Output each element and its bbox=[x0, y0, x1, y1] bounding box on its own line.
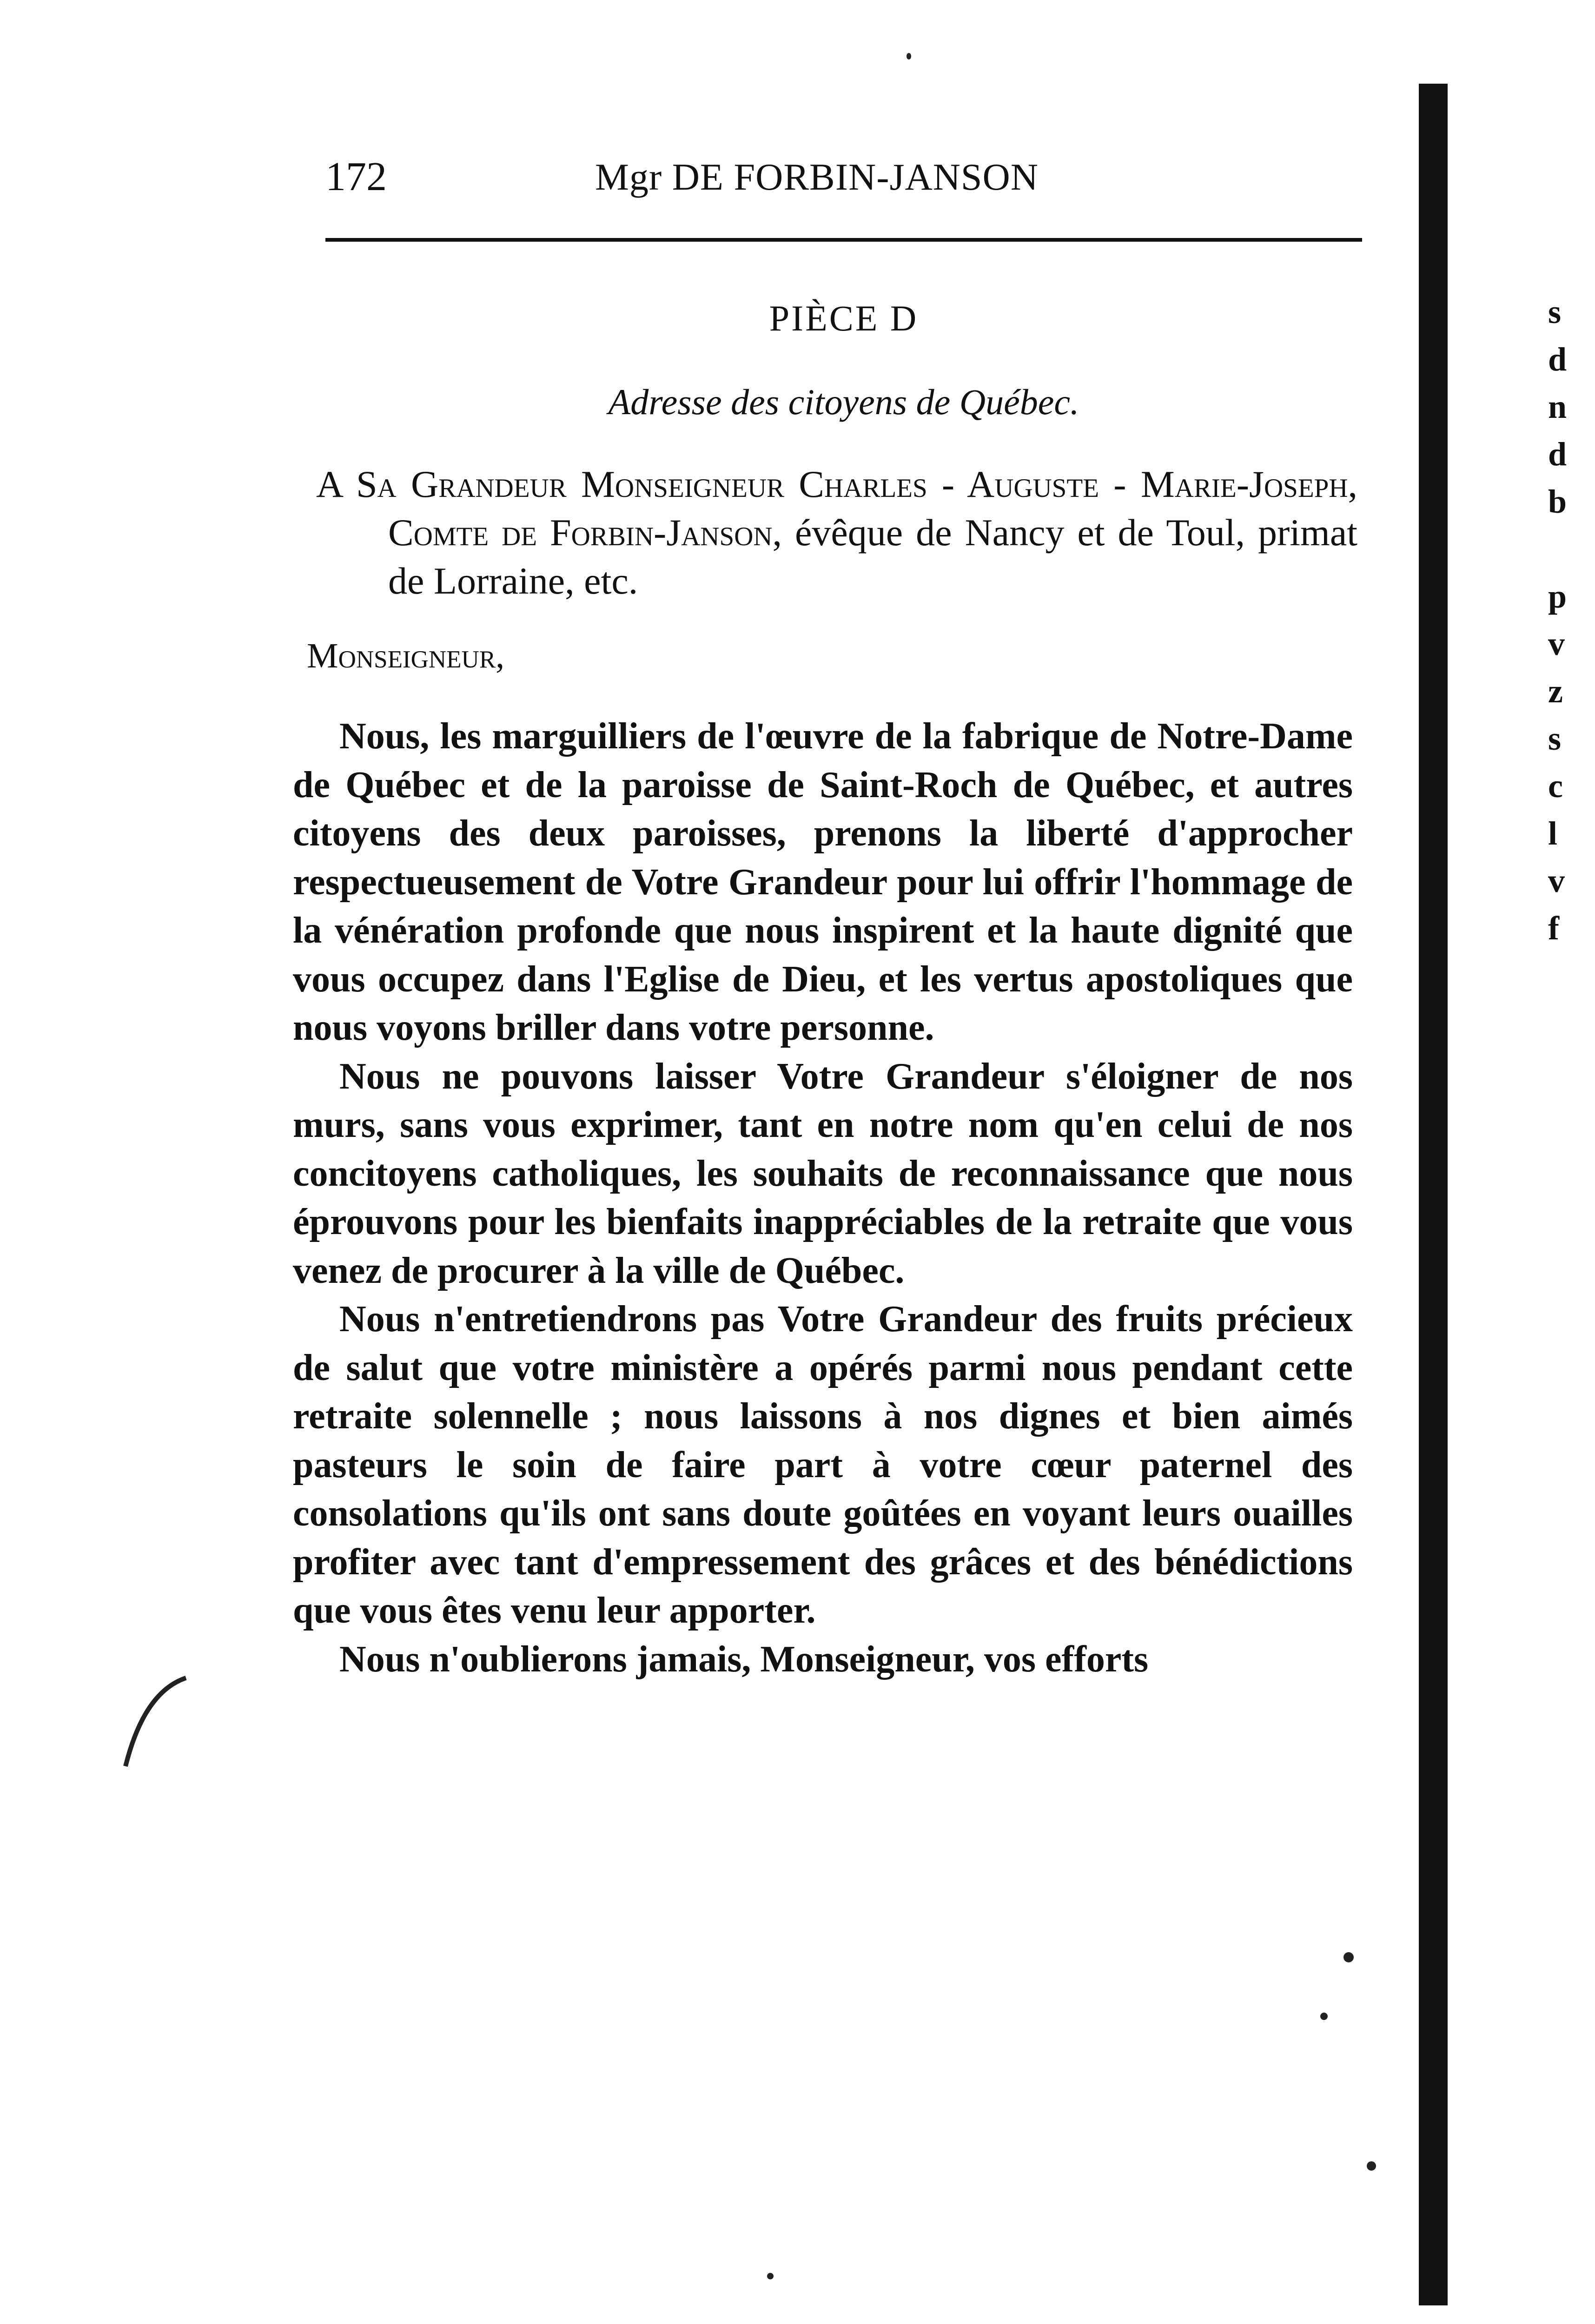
paragraph-1: Nous, les marguilliers de l'œuvre de la fabrique de Notre-Dame de Québec et de la paroisse de Saint-Roch de Québec, et autres citoyens des deux paroisses, prenons la liberté d'approcher respectueusement de Votre Grandeur pour lui offrir l'hommage de la vénération profonde que nous inspirent et la haute dignité que vous occupez dans l'Eglise de Dieu, et les vertus apostoliques que nous voyons briller dans votre personne. bbox=[293, 716, 1353, 1048]
edge-letter: p bbox=[1548, 578, 1567, 615]
scan-speck bbox=[1344, 1952, 1354, 1962]
paragraph-3: Nous n'entretiendrons pas Votre Grandeur des fruits précieux de salut que votre ministère a opérés parmi nous pendant cette retraite solennelle ; nous laissons à nos dignes et bien aimés pasteurs le soin de faire part à votre cœur paternel des consolations qu'ils ont sans doute goûtées en voyant leurs ouailles profiter avec tant d'empressement des grâces et des bénédictions que vous êtes venu leur apporter. bbox=[293, 1299, 1353, 1631]
address-block bbox=[316, 460, 1357, 605]
salutation: Monseigneur, bbox=[307, 636, 505, 675]
edge-letter: l bbox=[1548, 815, 1558, 852]
next-page-edge-letters bbox=[1548, 288, 1567, 952]
edge-letter: f bbox=[1548, 910, 1559, 947]
edge-letter: s bbox=[1548, 720, 1562, 757]
edge-letter: v bbox=[1548, 625, 1565, 662]
paragraph-2: Nous ne pouvons laisser Votre Grandeur s'éloigner de nos murs, sans vous exprimer, tant en notre nom qu'en celui de nos concitoyens catholiques, les souhaits de reconnaissance que nous éprouvons pour les bienfaits inappréciables de la retraite que vous venez de procurer à la ville de Québec. bbox=[293, 1056, 1353, 1291]
letter-body bbox=[293, 712, 1353, 1684]
edge-letter: c bbox=[1548, 767, 1563, 805]
scan-speck bbox=[1367, 2161, 1376, 2171]
edge-letter: n bbox=[1548, 388, 1567, 425]
edge-letter: d bbox=[1548, 341, 1567, 378]
edge-letter bbox=[1548, 525, 1567, 573]
header-rule bbox=[325, 238, 1362, 242]
address-title: évêque de Nancy et de Toul, primat de Lorraine, etc. bbox=[388, 511, 1357, 602]
address-recipient: A Sa Grandeur Monseigneur Charles - Auguste - Marie-Joseph, Comte de Forbin-Janson, bbox=[316, 463, 1357, 554]
scan-speck bbox=[1320, 2013, 1328, 2020]
edge-letter: z bbox=[1548, 673, 1563, 710]
edge-letter: b bbox=[1548, 483, 1567, 520]
document-subtitle: Adresse des citoyens de Québec. bbox=[608, 382, 1079, 422]
paragraph-4: Nous n'oublierons jamais, Monseigneur, vos efforts bbox=[339, 1638, 1149, 1680]
margin-pen-stroke bbox=[107, 1664, 200, 1776]
page-header bbox=[325, 153, 1362, 223]
running-title: Mgr DE FORBIN-JANSON bbox=[595, 156, 1039, 198]
edge-letter: d bbox=[1548, 436, 1567, 473]
page-number: 172 bbox=[325, 154, 387, 199]
book-spine-shadow bbox=[1419, 84, 1448, 2305]
edge-letter: s bbox=[1548, 293, 1562, 330]
piece-title: PIÈCE D bbox=[769, 298, 919, 338]
scan-speck bbox=[767, 2273, 774, 2279]
scan-speck bbox=[907, 53, 911, 59]
edge-letter: v bbox=[1548, 862, 1565, 899]
